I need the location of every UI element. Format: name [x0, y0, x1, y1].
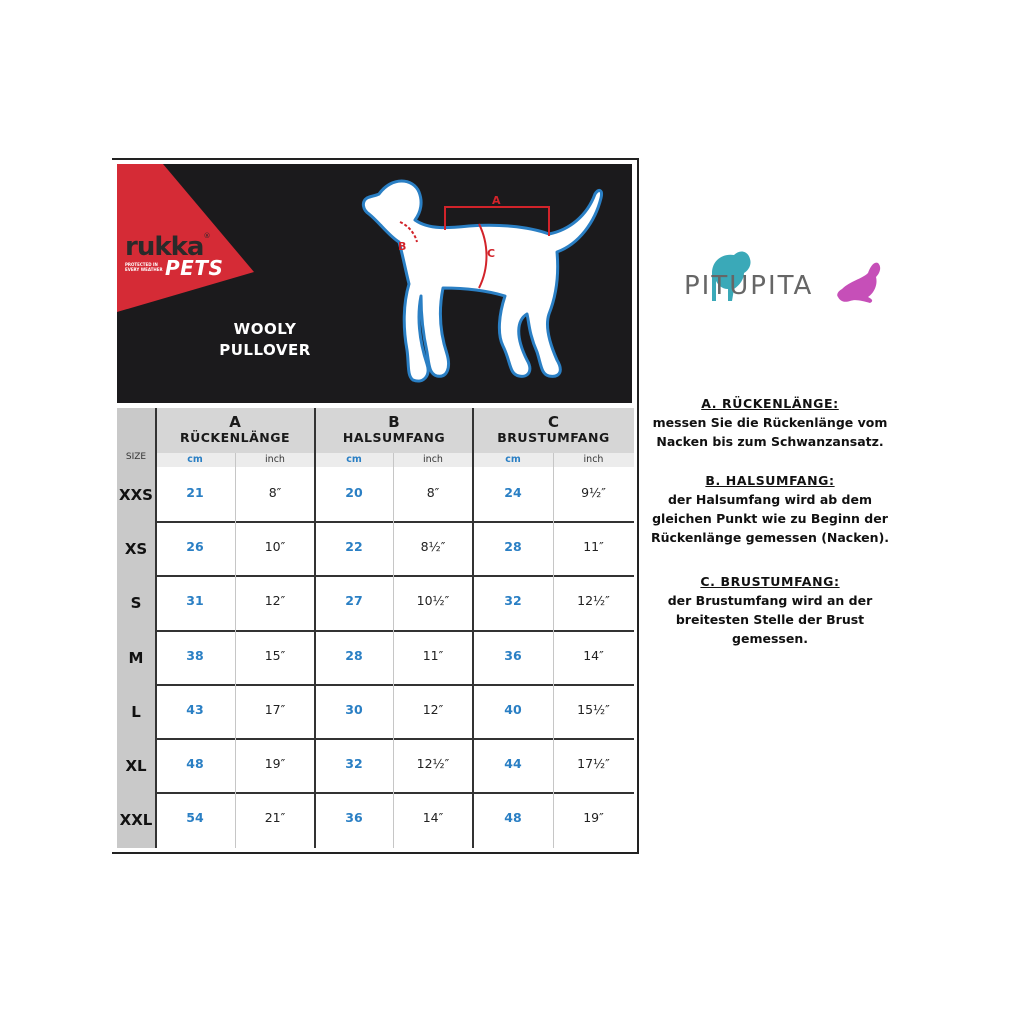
table-cell: 44	[504, 756, 522, 771]
label-c: C	[487, 247, 496, 260]
group-name: BRUSTUMFANG	[497, 430, 610, 445]
brand-sub: PETS	[165, 256, 224, 280]
table-cell: 32	[504, 593, 522, 609]
brand-tagline: PROTECTED IN EVERY WEATHER	[125, 262, 163, 272]
table-cell: 30	[345, 701, 363, 717]
table-cell: 54	[186, 810, 204, 826]
description-b	[640, 471, 900, 547]
table-cell: 8½″	[420, 539, 446, 555]
description-line: der Halsumfang wird ab dem	[667, 492, 873, 507]
table-cell: 8″	[426, 485, 440, 500]
group-header-c	[473, 408, 634, 453]
label-b: B	[398, 240, 407, 253]
table-cell: 36	[504, 647, 522, 663]
table-cell: 14″	[422, 810, 444, 826]
size-label: XXL	[119, 811, 153, 830]
row-divider	[155, 575, 634, 577]
table-cell: 21″	[264, 810, 286, 826]
description-line: breitesten Stelle der Brust	[675, 612, 865, 627]
description-c	[640, 572, 900, 648]
group-letter: B	[388, 413, 400, 431]
group-name: RÜCKENLÄNGE	[179, 430, 291, 445]
unit-cm: cm	[346, 454, 362, 465]
unit-inch: inch	[583, 454, 604, 465]
table-cell: 12½″	[577, 593, 610, 609]
description-line: gleichen Punkt wie zu Beginn der	[652, 511, 888, 526]
size-label: XS	[124, 540, 148, 559]
description-a	[640, 394, 900, 451]
table-cell: 28	[345, 647, 363, 663]
description-line: der Brustumfang wird an der	[667, 593, 873, 608]
description-line: gemessen.	[732, 631, 808, 646]
product-line-2: PULLOVER	[219, 341, 311, 359]
dog-silhouette-right-icon	[837, 263, 880, 303]
group-header-a	[155, 408, 315, 453]
table-cell: 12″	[264, 593, 286, 609]
table-cell: 27	[345, 593, 363, 609]
description-line: messen Sie die Rückenlänge vom	[652, 415, 888, 430]
table-cell: 38	[186, 647, 204, 663]
unit-cm: cm	[505, 454, 521, 465]
table-cell: 21	[186, 485, 204, 500]
row-divider	[155, 521, 634, 523]
brand-reg: ®	[203, 232, 211, 240]
column-divider	[155, 408, 157, 848]
table-cell: 48	[504, 810, 522, 826]
table-cell: 10½″	[416, 593, 450, 609]
table-cell: 17½″	[577, 756, 610, 771]
table-cell: 19″	[264, 756, 286, 771]
unit-inch: inch	[265, 454, 285, 465]
description-line: Nacken bis zum Schwanzansatz.	[656, 434, 884, 449]
unit-row	[155, 453, 634, 467]
table-cell: 40	[504, 701, 522, 717]
table-cell: 12″	[422, 701, 444, 717]
table-cell: 24	[504, 485, 522, 500]
group-letter: C	[547, 413, 559, 431]
table-cell: 32	[345, 756, 363, 771]
group-name: HALSUMFANG	[342, 430, 446, 445]
table-cell: 22	[345, 539, 363, 555]
product-banner	[117, 164, 632, 403]
size-table	[117, 408, 634, 848]
group-letter: A	[229, 413, 241, 431]
table-cell: 43	[186, 701, 204, 717]
table-cell: 20	[345, 485, 363, 500]
table-cell: 36	[345, 810, 363, 826]
unit-cm: cm	[187, 454, 203, 465]
label-a: A	[492, 194, 501, 207]
table-cell: 26	[186, 539, 204, 555]
description-title: A. RÜCKENLÄNGE:	[701, 396, 839, 411]
size-column	[117, 408, 155, 848]
table-cell: 11″	[583, 539, 604, 555]
table-cell: 31	[186, 593, 204, 609]
size-label: XL	[125, 757, 147, 775]
table-cell: 15½″	[577, 701, 610, 717]
row-divider	[155, 792, 634, 794]
table-cell: 8″	[268, 485, 282, 500]
table-cell: 12½″	[416, 756, 450, 771]
shop-logo	[682, 245, 887, 305]
banner-graphics	[117, 164, 632, 403]
row-divider	[155, 738, 634, 740]
size-label: XXS	[119, 486, 153, 504]
table-cell: 19″	[583, 810, 604, 826]
table-cell: 14″	[583, 647, 604, 663]
table-cell: 48	[186, 756, 204, 771]
size-label: S	[130, 594, 142, 613]
column-divider	[314, 408, 316, 848]
brand-name: rukka	[125, 232, 204, 262]
size-label: M	[128, 648, 144, 667]
description-title: B. HALSUMFANG:	[705, 473, 835, 488]
product-line-1: WOOLY	[233, 320, 297, 338]
table-cell: 10″	[264, 539, 286, 555]
size-header: SIZE	[125, 452, 147, 462]
table-cell: 15″	[264, 647, 286, 663]
table-cell: 28	[504, 539, 522, 555]
group-header-b	[315, 408, 473, 453]
description-title: C. BRUSTUMFANG:	[700, 574, 840, 589]
table-cell: 9½″	[581, 485, 606, 500]
product-name	[209, 319, 321, 361]
shop-logo-text: PITUPITA	[684, 271, 814, 301]
table-cell: 11″	[422, 647, 444, 663]
column-divider	[472, 408, 474, 848]
row-divider	[155, 684, 634, 686]
table-cell: 17″	[264, 701, 286, 717]
size-label: L	[131, 702, 141, 721]
row-divider	[155, 630, 634, 632]
description-line: Rückenlänge gemessen (Nacken).	[650, 530, 890, 545]
unit-inch: inch	[423, 454, 443, 465]
